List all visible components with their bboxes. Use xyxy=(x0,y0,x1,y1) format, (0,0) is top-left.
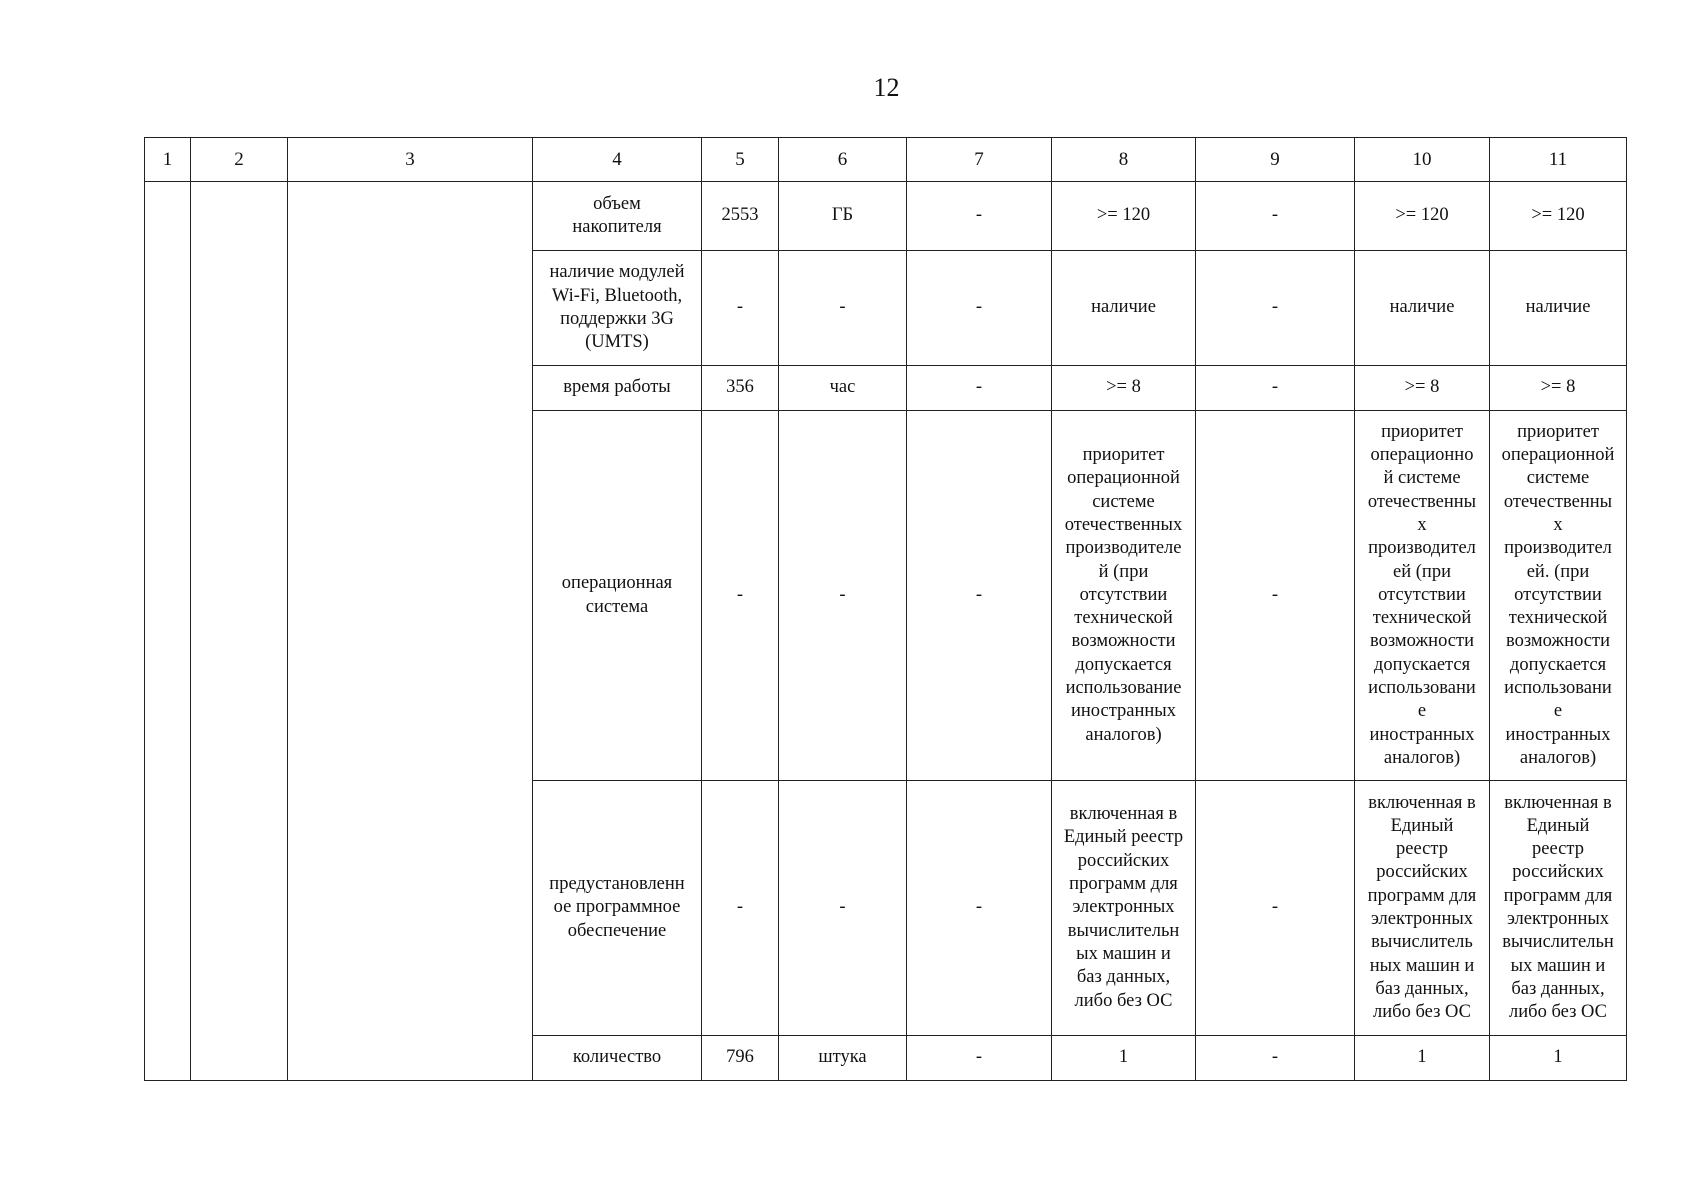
characteristic-cell xyxy=(533,251,702,366)
unit-cell: штука xyxy=(779,1036,907,1081)
col8-text: приоритет операционной системе отечественных производителе й (при отсутствии технической возможности допускается использование иностранных аналогов) xyxy=(1064,445,1183,745)
col10-text: включенная в Единый реестр российских программ для электронных вычислитель ных машин и баз данных, либо без ОС xyxy=(1367,792,1477,1023)
unit-cell: - xyxy=(779,781,907,1036)
col7-cell: - xyxy=(907,182,1052,251)
code-cell: 2553 xyxy=(702,182,779,251)
col11-cell: 1 xyxy=(1490,1036,1627,1081)
column-header: 10 xyxy=(1355,138,1490,182)
col8-cell: наличие xyxy=(1052,251,1196,366)
col10-text: приоритет операционно й системе отечественны х производител ей (при отсутствии технической возможности допускается использовани е иностранных аналогов) xyxy=(1367,421,1477,768)
col7-cell: - xyxy=(907,411,1052,781)
characteristic-cell xyxy=(533,182,702,251)
column-header: 8 xyxy=(1052,138,1196,182)
code-cell: 796 xyxy=(702,1036,779,1081)
col8-cell: >= 8 xyxy=(1052,366,1196,411)
col7-cell: - xyxy=(907,251,1052,366)
empty-merged-cell-col1 xyxy=(145,182,191,1081)
column-header: 9 xyxy=(1196,138,1355,182)
requirements-table xyxy=(144,137,1627,1081)
col9-cell: - xyxy=(1196,251,1355,366)
col11-cell xyxy=(1490,781,1627,1036)
characteristic-text: количество xyxy=(572,1047,662,1068)
characteristic-cell xyxy=(533,1036,702,1081)
col8-cell: >= 120 xyxy=(1052,182,1196,251)
col8-cell xyxy=(1052,411,1196,781)
column-header: 11 xyxy=(1490,138,1627,182)
col11-cell: наличие xyxy=(1490,251,1627,366)
empty-merged-cell-col2 xyxy=(191,182,288,1081)
col8-cell: 1 xyxy=(1052,1036,1196,1081)
column-header: 7 xyxy=(907,138,1052,182)
col7-cell: - xyxy=(907,781,1052,1036)
characteristic-cell xyxy=(533,366,702,411)
column-header: 5 xyxy=(702,138,779,182)
column-header: 4 xyxy=(533,138,702,182)
column-header: 6 xyxy=(779,138,907,182)
col10-cell: наличие xyxy=(1355,251,1490,366)
col10-cell xyxy=(1355,781,1490,1036)
empty-merged-cell-col3 xyxy=(288,182,533,1081)
col8-cell xyxy=(1052,781,1196,1036)
column-header: 1 xyxy=(145,138,191,182)
col8-text: включенная в Единый реестр российских программ для электронных вычислительн ых машин и баз данных, либо без ОС xyxy=(1063,804,1184,1011)
col10-cell: >= 120 xyxy=(1355,182,1490,251)
code-cell: - xyxy=(702,251,779,366)
col9-cell: - xyxy=(1196,182,1355,251)
characteristic-text: объем накопителя xyxy=(572,193,662,237)
col10-cell: 1 xyxy=(1355,1036,1490,1081)
unit-cell: - xyxy=(779,251,907,366)
characteristic-text: операционная система xyxy=(561,573,673,617)
col7-cell: - xyxy=(907,1036,1052,1081)
unit-cell: - xyxy=(779,411,907,781)
characteristic-cell xyxy=(533,411,702,781)
column-header: 3 xyxy=(288,138,533,182)
unit-cell: час xyxy=(779,366,907,411)
col9-cell: - xyxy=(1196,411,1355,781)
code-cell: - xyxy=(702,781,779,1036)
col10-cell: >= 8 xyxy=(1355,366,1490,411)
page-number: 12 xyxy=(873,73,900,102)
table-row xyxy=(145,182,1627,251)
characteristic-text: время работы xyxy=(563,377,671,398)
col10-cell xyxy=(1355,411,1490,781)
code-cell: - xyxy=(702,411,779,781)
col9-cell: - xyxy=(1196,366,1355,411)
col9-cell: - xyxy=(1196,781,1355,1036)
col9-cell: - xyxy=(1196,1036,1355,1081)
characteristic-text: наличие модулей Wi-Fi, Bluetooth, поддержки 3G (UMTS) xyxy=(549,262,685,353)
unit-cell: ГБ xyxy=(779,182,907,251)
code-cell: 356 xyxy=(702,366,779,411)
col11-cell xyxy=(1490,411,1627,781)
characteristic-cell xyxy=(533,781,702,1036)
column-header: 2 xyxy=(191,138,288,182)
characteristic-text: предустановленн ое программное обеспечение xyxy=(549,874,685,941)
col7-cell: - xyxy=(907,366,1052,411)
col11-cell: >= 120 xyxy=(1490,182,1627,251)
col11-cell: >= 8 xyxy=(1490,366,1627,411)
table-header-row xyxy=(145,138,1627,182)
col11-text: включенная в Единый реестр российских программ для электронных вычислительн ых машин и баз данных, либо без ОС xyxy=(1502,792,1614,1023)
col11-text: приоритет операционной системе отечественны х производител ей. (при отсутствии технической возможности допускается использовани е иностранных аналогов) xyxy=(1501,421,1615,768)
